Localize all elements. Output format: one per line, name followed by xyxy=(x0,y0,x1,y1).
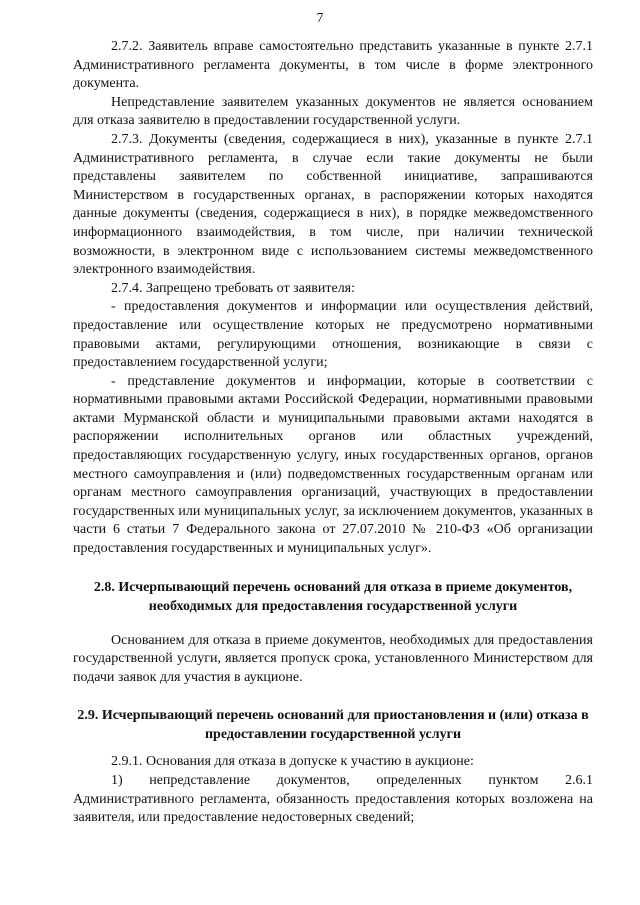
paragraph-2-9-1: 2.9.1. Основания для отказа в допуске к участию в аукционе: xyxy=(111,754,474,770)
spacer xyxy=(73,744,593,753)
spacer xyxy=(73,559,593,578)
heading-2-8: 2.8. Исчерпывающий перечень оснований для отказа в приеме документов, необходимых для предоставления государственной услуги xyxy=(93,579,573,614)
document-body xyxy=(73,38,593,828)
paragraph-2-7-4: 2.7.4. Запрещено требовать от заявителя: xyxy=(111,280,356,296)
paragraph-2-9-1-item-1: 1) непредставление документов, определенных пунктом 2.6.1 Административного регламента, обязанность предоставления которых возложена на заявителя, или предоставление недостоверных сведений; xyxy=(73,773,593,826)
paragraph-2-7-2: 2.7.2. Заявитель вправе самостоятельно представить указанные в пункте 2.7.1 Административного регламента документы, в том числе в форме электронного документа. xyxy=(73,39,593,92)
paragraph-2-7-3: 2.7.3. Документы (сведения, содержащиеся в них), указанные в пункте 2.7.1 Административного регламента, в случае если такие документы не были представлены заявителем по собственной инициативе, запрашиваются Министерством в государственных органах, в распоряжении которых находятся данные документы (сведения, содержащиеся в них), в порядке межведомственного информационного взаимодействия, в том числе, при наличии технической возможности, в электронном виде с использованием системы межведомственного электронного взаимодействия. xyxy=(73,131,593,278)
page-number: 7 xyxy=(316,11,324,26)
spacer xyxy=(73,616,593,632)
heading-2-9: 2.9. Исчерпывающий перечень оснований для приостановления и (или) отказа в предоставлении государственной услуги xyxy=(77,708,589,743)
paragraph-non-submission: Непредставление заявителем указанных документов не является основанием для отказа заявителю в предоставлении государственной услуги. xyxy=(73,94,593,129)
paragraph-prohibition-2: - представление документов и информации, которые в соответствии с нормативными правовыми актами Российской Федерации, нормативными правовыми актами Мурманской области и муниципальными правовыми актами находятся в распоряжении исполнительных органов или областных учреждений, предоставляющих государственную услугу, иных государственных органов, органов местного самоуправления и (или) подведомственных государственным органам или органам местного самоуправления организаций, участвующих в предоставлении государственных или муниципальных услуг, за исключением документов, указанных в части 6 статьи 7 Федерального закона от 27.07.2010 № 210-ФЗ «Об организации предоставления государственных и муниципальных услуг». xyxy=(73,373,593,557)
paragraph-2-8-text: Основанием для отказа в приеме документов, необходимых для предоставления государственной услуги, является пропуск срока, установленного Министерством для подачи заявок для участия в аукционе. xyxy=(73,632,593,685)
paragraph-prohibition-1: - предоставления документов и информации или осуществления действий, предоставление или осуществление которых не предусмотрено нормативными правовыми актами, регулирующими отношения, возникающие в связи с предоставлением государственной услуги; xyxy=(73,299,593,371)
spacer xyxy=(73,687,593,706)
